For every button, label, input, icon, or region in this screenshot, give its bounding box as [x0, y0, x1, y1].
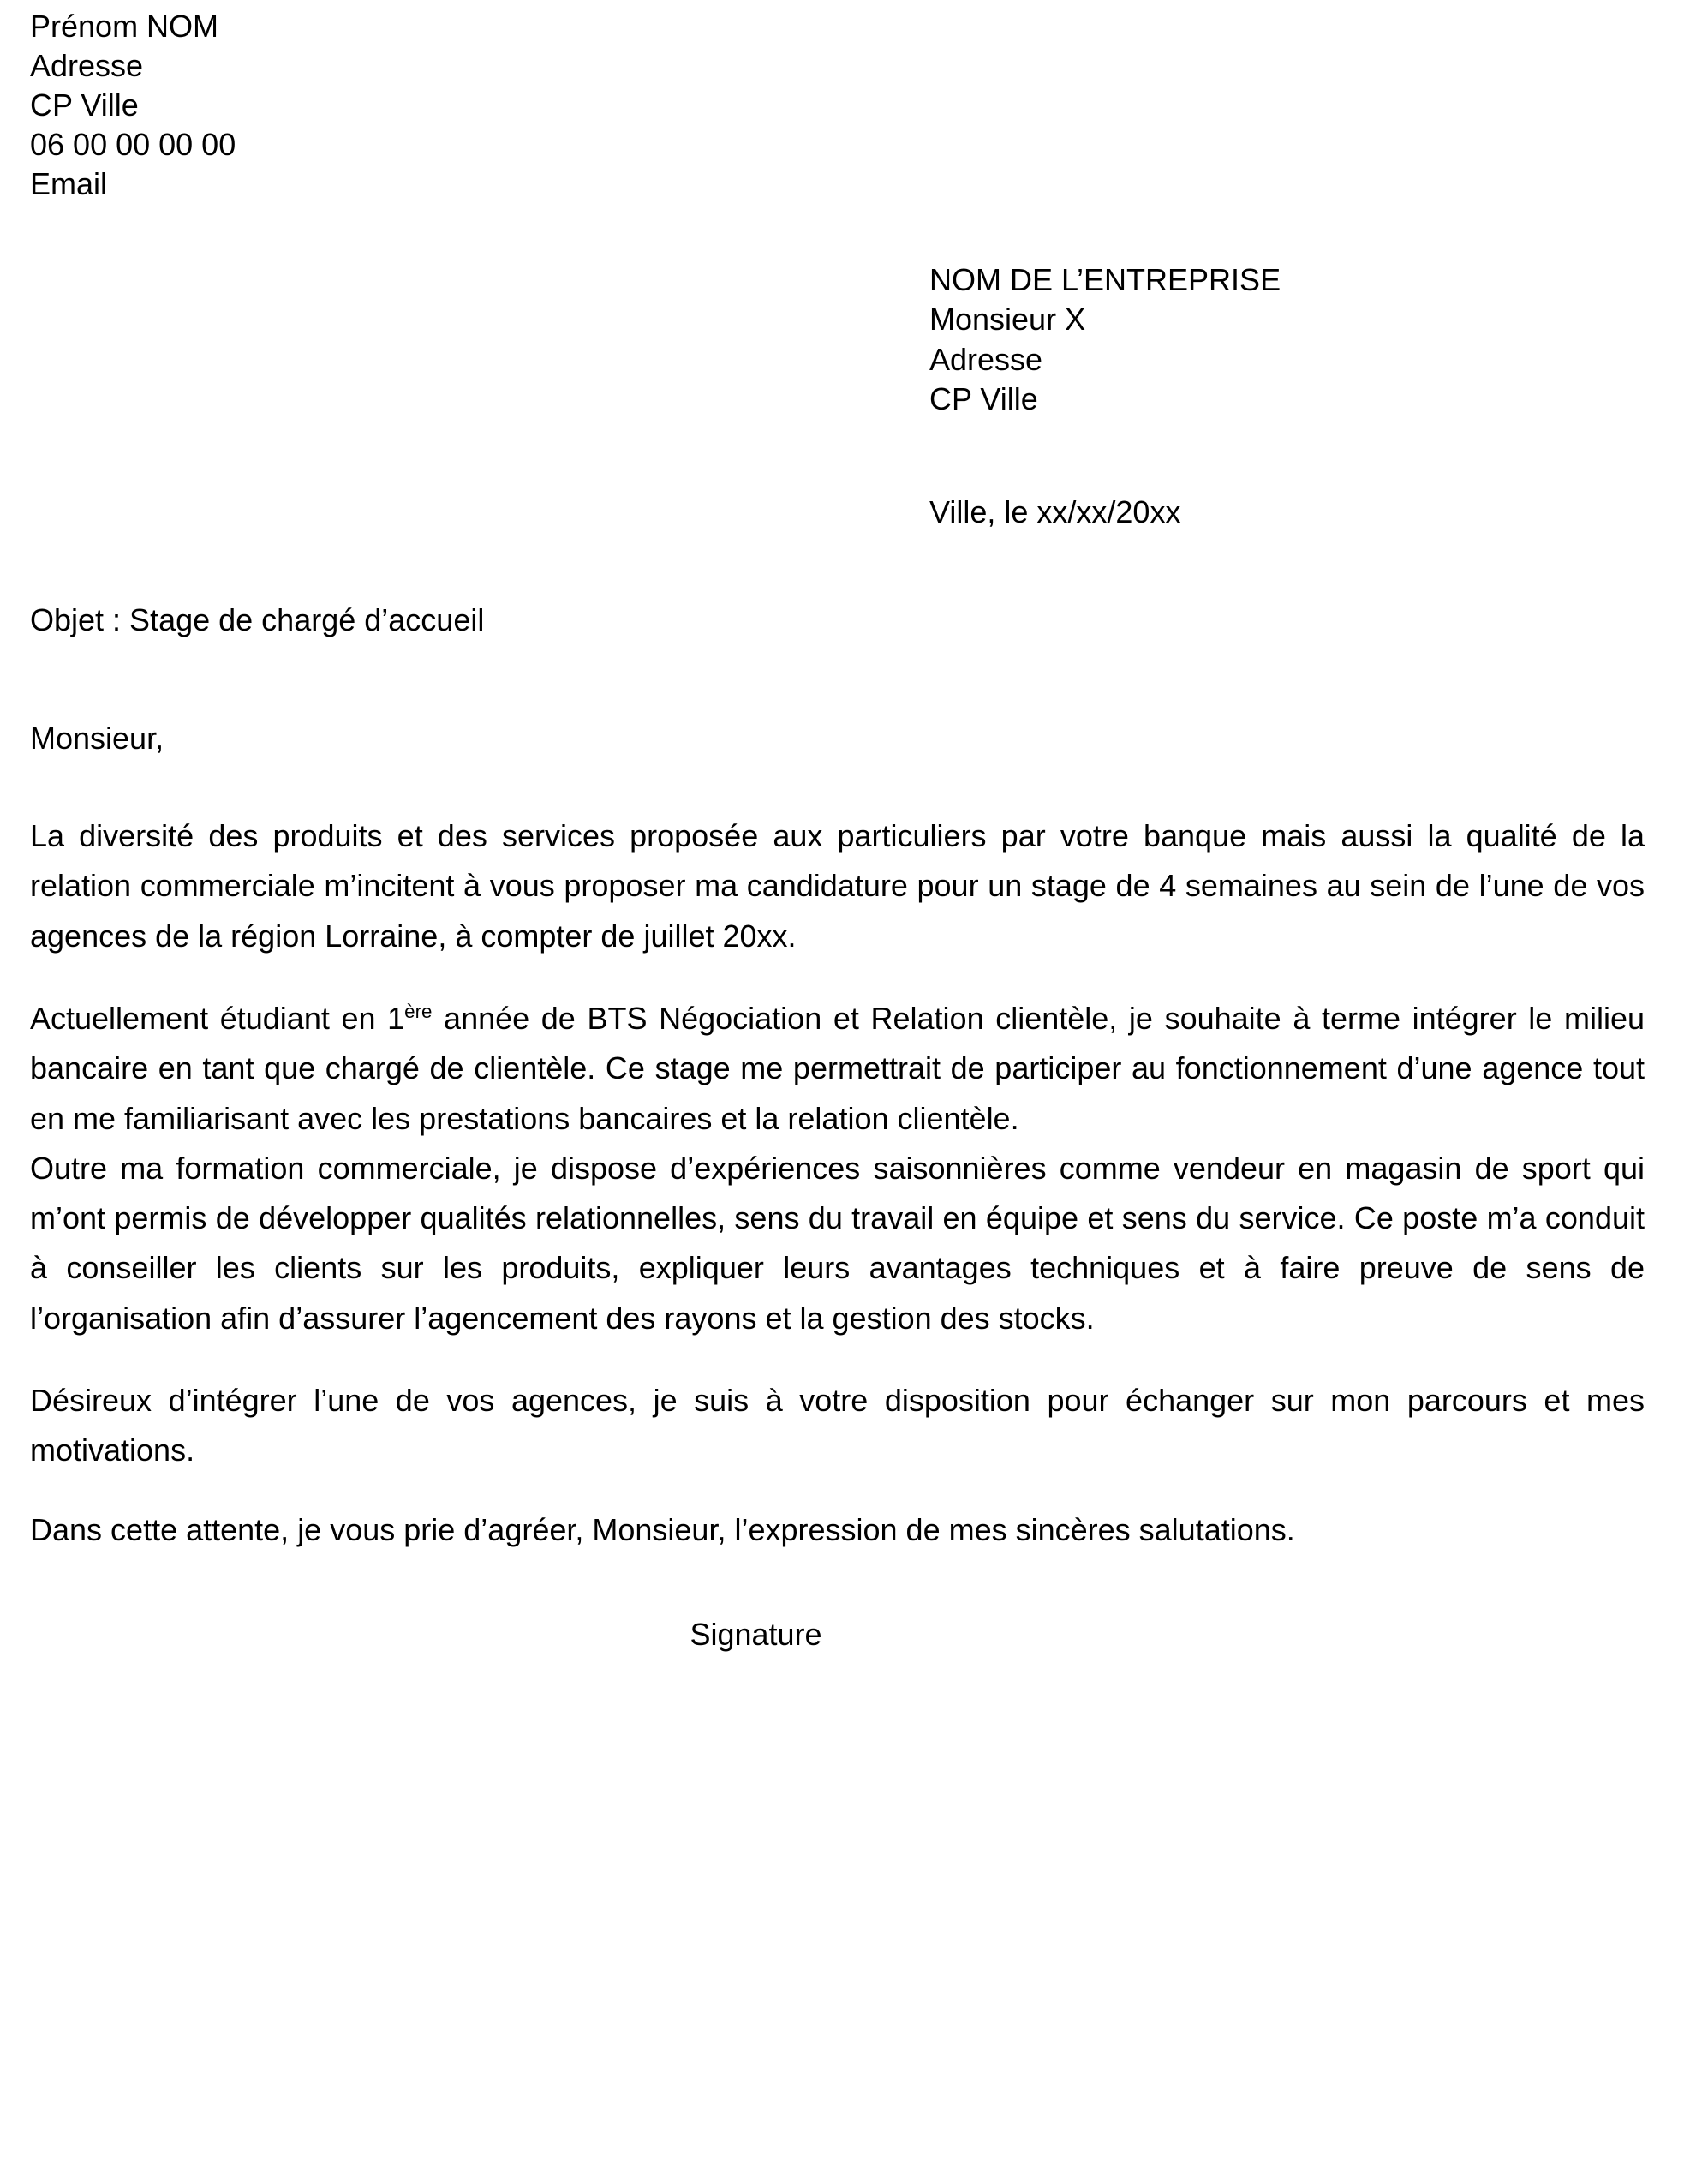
signature-block [30, 1615, 1645, 1654]
recipient-city: CP Ville [929, 380, 1038, 416]
closing-formula: Dans cette attente, je vous prie d’agréer, Monsieur, l’expression de mes sincères salutations. [30, 1511, 1295, 1547]
salutation: Monsieur, [30, 720, 164, 756]
recipient-company: NOM DE L’ENTREPRISE [929, 262, 1281, 298]
signature-label: Signature [690, 1617, 822, 1652]
body-paragraph-2-lead: Actuellement étudiant en 1 [30, 1000, 405, 1036]
sender-address: Adresse [30, 48, 144, 84]
sender-city: CP Ville [30, 87, 139, 123]
body-paragraph-3: Outre ma formation commerciale, je dispose d’expériences saisonnières comme vendeur en magasin de sport qui m’ont permis de développer qualités relationnelles, sens du travail en équipe et sens du service. Ce poste m’a conduit à conseiller les clients sur les produits, expliquer leurs avantages techniques et à faire preuve de sens de l’organisation afin d’assurer l’agencement des rayons et la gestion des stocks. [30, 1150, 1645, 1336]
sender-name: Prénom NOM [30, 9, 219, 44]
sender-block [30, 7, 1645, 204]
recipient-address: Adresse [929, 341, 1043, 377]
sender-email: Email [30, 166, 108, 202]
body-block [30, 811, 1645, 1476]
body-paragraph-2 [30, 994, 1645, 1144]
recipient-contact: Monsieur X [929, 302, 1086, 338]
body-paragraph-2-rest: année de BTS Négociation et Relation clientèle, je souhaite à terme intégrer le milieu bancaire en tant que chargé de clientèle. Ce stage me permettrait de participer au fonctionnement d’une agence tout en me familiarisant avec les prestations bancaires et la relation clientèle. [30, 1000, 1645, 1136]
letter-content [30, 0, 1645, 1654]
recipient-block [929, 260, 1645, 418]
subject-line: Objet : Stage de chargé d’accueil [30, 601, 485, 637]
date-line: Ville, le xx/xx/20xx [929, 493, 1181, 529]
sender-phone: 06 00 00 00 00 [30, 127, 236, 163]
body-paragraph-1: La diversité des produits et des services proposée aux particuliers par votre banque mais aussi la qualité de la relation commerciale m’incitent à vous proposer ma candidature pour un stage de 4 semaines au sein de l’une de vos agences de la région Lorraine, à compter de juillet 20xx. [30, 817, 1645, 954]
ordinal-superscript: ère [404, 1000, 433, 1022]
body-paragraph-4: Désireux d’intégrer l’une de vos agences, je suis à votre disposition pour échanger sur mon parcours et mes motivations. [30, 1383, 1645, 1468]
